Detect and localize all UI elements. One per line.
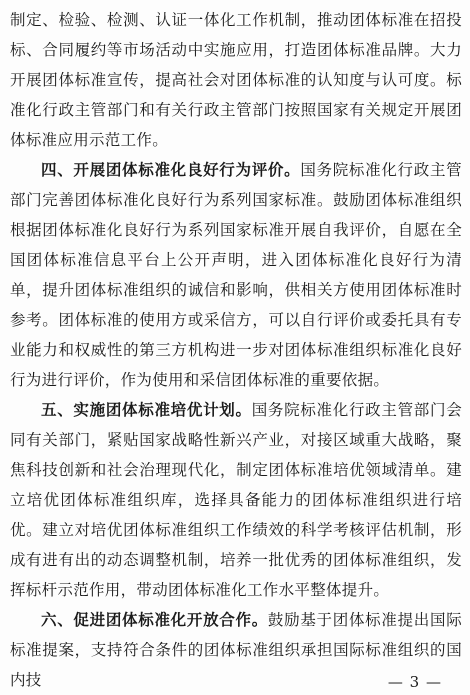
section-heading-6: 六、促进团体标准化开放合作。	[41, 610, 268, 629]
paragraph-text: 国务院标准化行政主管部门完善团体标准化良好行为系列国家标准。鼓励团体标准组织根据团体标准化良好行为系列国家标准开展自我评价，自愿在全国团体标准信息平台上公开声明，进入团体标准化良好行为清单，提升团体标准组织的诚信和影响，供相关方使用团体标准时参考。团体标准的使用方或采信方，可以自行评价或委托具有专业能力和权威性的第三方机构进一步对团体标准组织标准化良好行为进行评价，作为使用和采信团体标准的重要依据。	[10, 161, 462, 389]
page-number: — 3 —	[387, 673, 442, 691]
paragraph-text: 国务院标准化行政主管部门会同有关部门，紧贴国家战略性新兴产业，对接区域重大战略，聚焦科技创新和社会治理现代化，制定团体标准培优领域清单。建立培优团体标准组织库，选择具备能力的团体标准组织进行培优。建立对培优团体标准组织工作绩效的科学考核评估机制，形成有进有出的动态调整机制，培养一批优秀的团体标准组织，发挥标杆示范作用，带动团体标准化工作水平整体提升。	[10, 401, 462, 599]
document-body	[10, 5, 462, 695]
paragraph-section-5	[10, 395, 462, 605]
paragraph-text: 鼓励基于团体标准提出国际标准提案，支持符合条件的团体标准组织承担国际标准组织的国内技	[10, 611, 462, 689]
paragraph-section-4	[10, 155, 462, 395]
section-heading-5: 五、实施团体标准培优计划。	[41, 400, 252, 419]
paragraph-continuation	[10, 5, 462, 155]
paragraph-text: 制定、检验、检测、认证一体化工作机制，推动团体标准在招投标、合同履约等市场活动中实施应用，打造团体标准品牌。大力开展团体标准宣传，提高社会对团体标准的认知度与认可度。标准化行政主管部门和有关行政主管部门按照国家有关规定开展团体标准应用示范工作。	[10, 11, 462, 149]
section-heading-4: 四、开展团体标准化良好行为评价。	[41, 160, 301, 179]
